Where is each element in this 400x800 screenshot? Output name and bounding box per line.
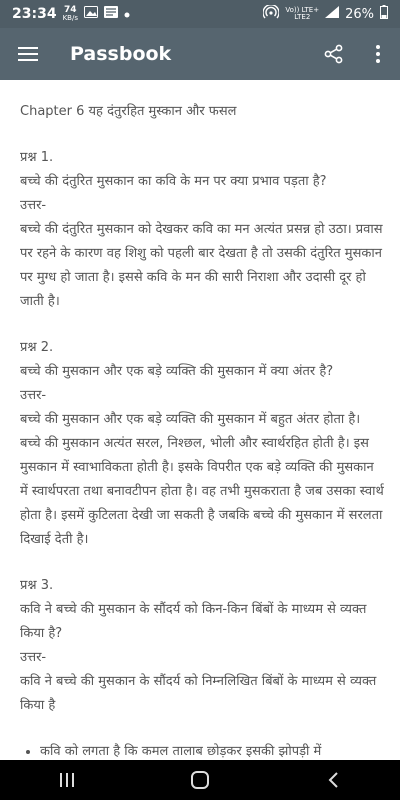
answer-label: उत्तर- (20, 198, 47, 213)
app-bar (0, 28, 400, 80)
answer-bullet-list (20, 740, 384, 760)
home-icon (190, 770, 210, 790)
question-number: प्रश्न 2. (20, 340, 54, 355)
network-type-label (285, 7, 319, 21)
chapter-title: Chapter 6 यह दंतुरहित मुस्कान और फसल (20, 104, 237, 119)
answer-label: उत्तर- (20, 650, 47, 665)
back-button[interactable] (303, 760, 363, 800)
question-block-3 (20, 574, 384, 718)
app-title: Passbook (70, 43, 172, 65)
home-button[interactable] (170, 760, 230, 800)
answer-label: उत्तर- (20, 388, 47, 403)
list-item: • कवि को लगता है कि कमल तालाब छोड़कर इसकी झोपड़ी में (40, 740, 384, 760)
question-block-2 (20, 336, 384, 552)
message-notification-icon (104, 6, 118, 22)
question-text: कवि ने बच्चे की मुसकान के सौंदर्य को किन-किन बिंबों के माध्यम से व्यक्त किया है? (20, 602, 367, 641)
recent-apps-button[interactable] (37, 760, 97, 800)
more-options-button[interactable] (356, 28, 400, 80)
network-label-bottom: LTE2 (294, 13, 311, 21)
answer-text: कवि ने बच्चे की मुसकान के सौंदर्य को निम्नलिखित बिंबों के माध्यम से व्यक्त किया है (20, 674, 377, 713)
battery-percent: 26% (345, 6, 374, 22)
status-time: 23:34 (12, 6, 57, 22)
share-icon (324, 44, 344, 64)
question-block-1 (20, 146, 384, 314)
question-number: प्रश्न 1. (20, 150, 54, 165)
hotspot-icon (263, 5, 279, 23)
more-vert-icon (376, 45, 380, 63)
share-button[interactable] (312, 28, 356, 80)
question-text: बच्चे की मुसकान और एक बड़े व्यक्ति की मुसकान में क्या अंतर है? (20, 364, 334, 379)
menu-icon (18, 46, 38, 62)
gallery-notification-icon (84, 6, 98, 22)
battery-icon (380, 5, 388, 23)
menu-button[interactable] (0, 28, 56, 80)
net-speed-unit: KB/s (62, 14, 78, 22)
status-left (12, 6, 130, 22)
answer-text: बच्चे की मुसकान और एक बड़े व्यक्ति की मुसकान में बहुत अंतर होता है। बच्चे की मुसकान अत्यंत सरल, निश्छल, भोली और स्वार्थरहित होती है। इस मुसकान में स्वाभाविकता होती है। इसके विपरीत एक बड़े व्यक्ति की मुसकान में स्वार्थपरता तथा बनावटीपन होता है। वह तभी मुसकराता है जब उसका स्वार्थ होता है। इसमें कुटिलता देखी जा सकती है जबकि बच्चे की मुसकान में सरलता दिखाई देती है। (20, 412, 384, 547)
back-icon (327, 771, 339, 789)
dot-icon (124, 7, 130, 22)
navigation-bar (0, 760, 400, 800)
network-label-top: Vo)) LTE+ (285, 6, 320, 14)
answer-text: बच्चे की दंतुरित मुसकान को देखकर कवि का मन अत्यंत प्रसन्न हो उठा। प्रवास पर रहने के कारण वह शिशु को पहली बार देखता है तो उसकी दंतुरित मुसकान पर मुग्ध हो जाता है। इससे कवि के मन की सारी निराशा और उदासी दूर हो जाती है। (20, 222, 383, 309)
status-right (263, 5, 388, 23)
status-bar (0, 0, 400, 28)
net-speed-value: 74 (64, 5, 77, 15)
question-text: बच्चे की दंतुरित मुसकान का कवि के मन पर क्या प्रभाव पड़ता है? (20, 174, 327, 189)
recent-apps-icon (58, 772, 76, 788)
signal-icon (325, 6, 339, 22)
net-speed-indicator (63, 6, 78, 22)
content-area[interactable] (0, 80, 400, 760)
question-number: प्रश्न 3. (20, 578, 54, 593)
